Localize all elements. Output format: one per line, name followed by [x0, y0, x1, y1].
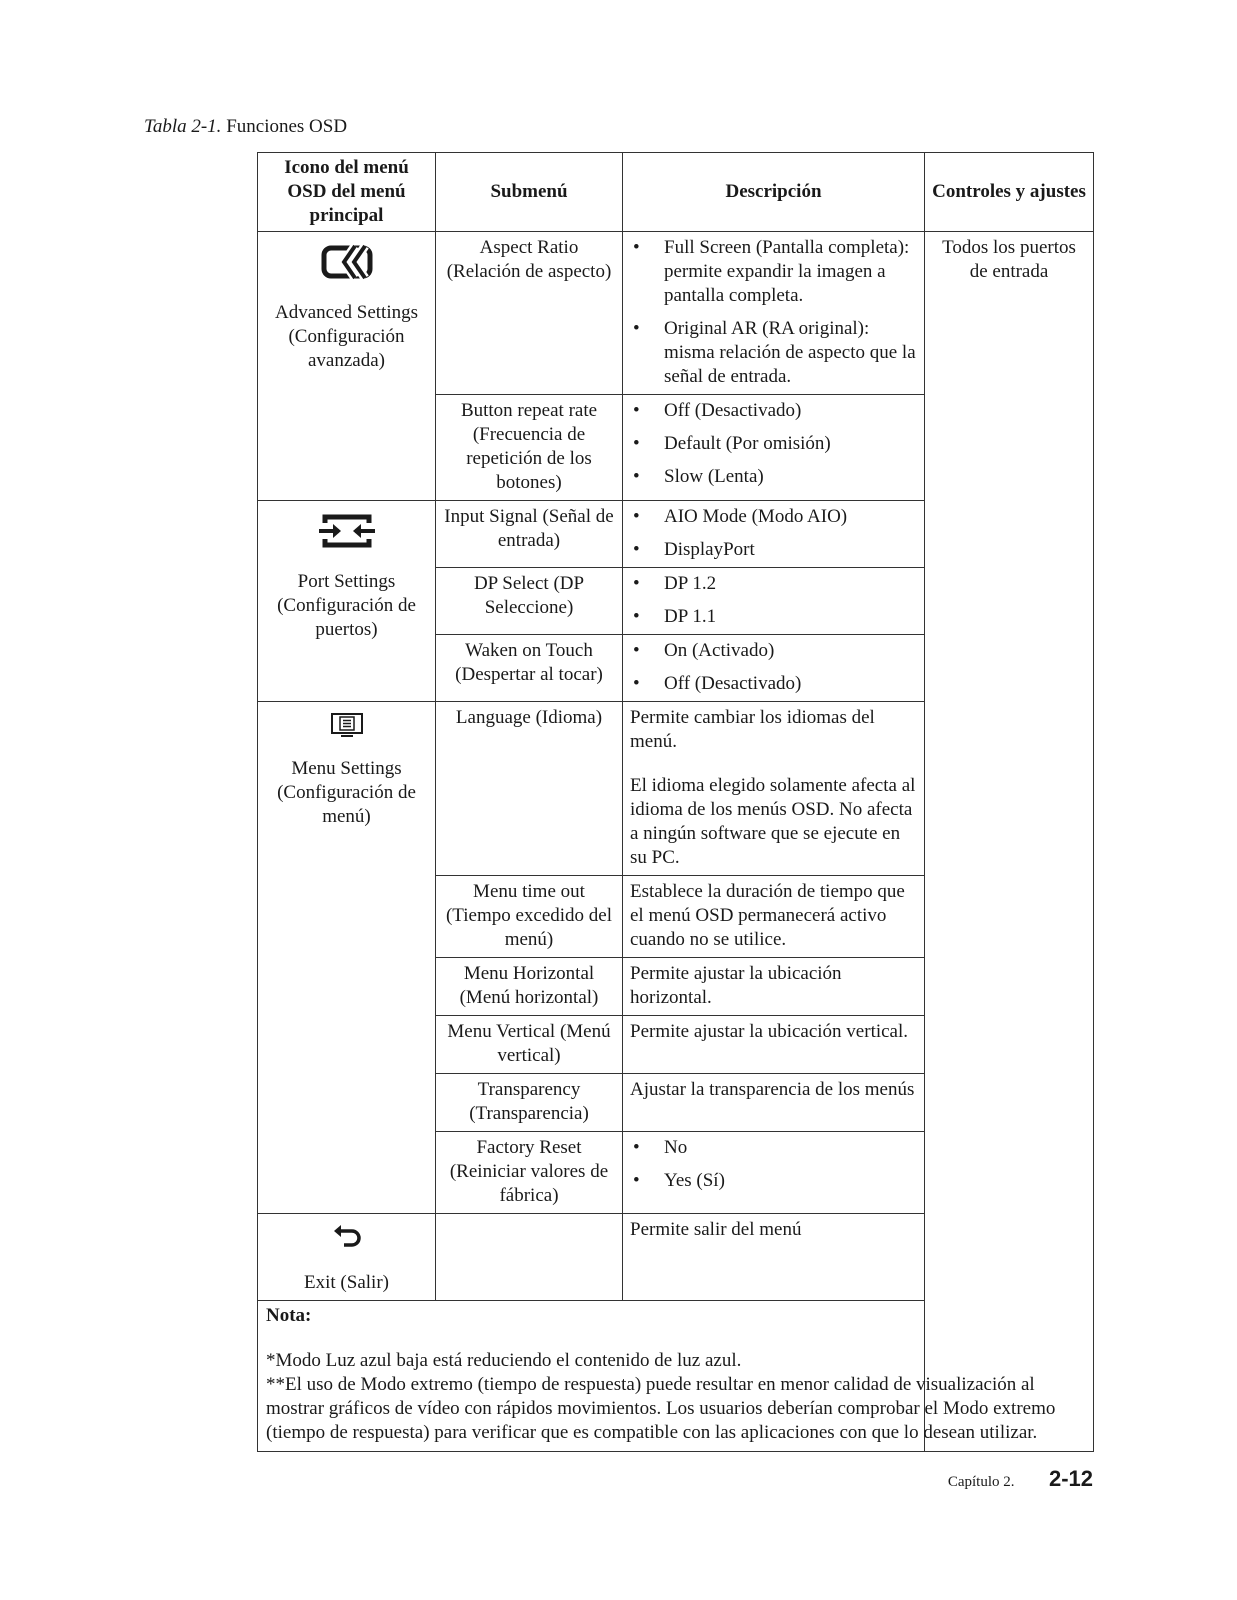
caption-label: Tabla 2-1.: [144, 116, 222, 137]
exit-label: Exit (Salir): [304, 1272, 389, 1293]
submenu-input-signal: Input Signal (Señal de entrada): [436, 501, 623, 568]
list-item: • DP 1.2: [630, 572, 917, 596]
note-line-2: **El uso de Modo extremo (tiempo de respuesta) puede resultar en menor calidad de visualización al mostrar gráficos de vídeo con rápidos movimientos. Los usuarios deberían comprobar el Modo extremo (tiempo de respuesta) para verificar que es compatible con las aplicaciones con que lo desean utilizar.: [266, 1374, 1056, 1443]
desc-menu-vertical: Permite ajustar la ubicación vertical.: [623, 1016, 925, 1074]
desc-waken-on-touch: [623, 635, 925, 702]
submenu-button-repeat: Button repeat rate (Frecuencia de repetición de los botones): [436, 395, 623, 501]
port-settings-label: Port Settings (Configuración de puertos): [277, 571, 416, 640]
list-item: • DP 1.1: [630, 605, 917, 629]
aspect-ratio-icon: [265, 240, 428, 291]
menu-settings-label: Menu Settings (Configuración de menú): [277, 758, 416, 827]
header-description: Descripción: [623, 153, 925, 232]
osd-functions-table: [257, 152, 1094, 1452]
language-paragraph-2: El idioma elegido solamente afecta al idioma de los menús OSD. No afecta a ningún software que se ejecute en su PC.: [630, 775, 916, 868]
note-row: [258, 1301, 1094, 1452]
exit-arrow-icon: [265, 1222, 428, 1261]
header-controls: Controles y ajustes: [925, 153, 1094, 232]
list-item: • Off (Desactivado): [630, 399, 917, 423]
submenu-exit-empty: [436, 1214, 623, 1301]
list-item: • Default (Por omisión): [630, 432, 917, 456]
submenu-language: Language (Idioma): [436, 702, 623, 876]
list-item: • DisplayPort: [630, 538, 917, 562]
list-item: • Original AR (RA original): misma relación de aspecto que la señal de entrada.: [630, 317, 917, 389]
language-paragraph-1: Permite cambiar los idiomas del menú.: [630, 707, 875, 752]
header-row: [258, 153, 1094, 232]
submenu-aspect-ratio: Aspect Ratio (Relación de aspecto): [436, 232, 623, 395]
page-number: 2-12: [1048, 1466, 1093, 1491]
list-item: • Slow (Lenta): [630, 465, 917, 489]
submenu-menu-vertical: Menu Vertical (Menú vertical): [436, 1016, 623, 1074]
list-item: • No: [630, 1136, 917, 1160]
list-item: • Yes (Sí): [630, 1169, 917, 1193]
submenu-dp-select: DP Select (DP Seleccione): [436, 568, 623, 635]
note-title: Nota:: [266, 1305, 312, 1326]
desc-transparency: Ajustar la transparencia de los menús: [623, 1074, 925, 1132]
page-footer: [948, 1466, 1093, 1492]
list-item: • On (Activado): [630, 639, 917, 663]
submenu-transparency: Transparency (Transparencia): [436, 1074, 623, 1132]
menu-settings-icon: [265, 710, 428, 747]
table-row: [258, 232, 1094, 395]
note-cell: [258, 1301, 1094, 1452]
desc-input-signal: [623, 501, 925, 568]
table-caption: [144, 116, 347, 138]
submenu-menu-timeout: Menu time out (Tiempo excedido del menú): [436, 876, 623, 958]
desc-menu-horizontal: Permite ajustar la ubicación horizontal.: [623, 958, 925, 1016]
desc-button-repeat: [623, 395, 925, 501]
list-item: • Off (Desactivado): [630, 672, 917, 696]
desc-language: [623, 702, 925, 876]
caption-text: Funciones OSD: [221, 116, 348, 137]
note-line-1: *Modo Luz azul baja está reduciendo el contenido de luz azul.: [266, 1350, 742, 1371]
exit-cell: [258, 1214, 436, 1301]
header-icon: Icono del menú OSD del menú principal: [258, 153, 436, 232]
controls-cell: Todos los puertos de entrada: [925, 232, 1094, 1452]
desc-dp-select: [623, 568, 925, 635]
list-item: • AIO Mode (Modo AIO): [630, 505, 917, 529]
desc-aspect-ratio: [623, 232, 925, 395]
header-submenu: Submenú: [436, 153, 623, 232]
menu-settings-cell: [258, 702, 436, 1214]
chapter-label: Capítulo 2.: [947, 1474, 1015, 1490]
advanced-settings-label: Advanced Settings (Configuración avanzada): [274, 302, 418, 371]
desc-exit: Permite salir del menú: [623, 1214, 925, 1301]
list-item: • Full Screen (Pantalla completa): permite expandir la imagen a pantalla completa.: [630, 236, 917, 308]
submenu-factory-reset: Factory Reset (Reiniciar valores de fábrica): [436, 1132, 623, 1214]
desc-menu-timeout: Establece la duración de tiempo que el menú OSD permanecerá activo cuando no se utilice.: [623, 876, 925, 958]
submenu-waken-on-touch: Waken on Touch (Despertar al tocar): [436, 635, 623, 702]
port-settings-cell: [258, 501, 436, 702]
advanced-settings-cell: [258, 232, 436, 501]
submenu-menu-horizontal: Menu Horizontal (Menú horizontal): [436, 958, 623, 1016]
port-settings-icon: [265, 509, 428, 560]
desc-factory-reset: [623, 1132, 925, 1214]
